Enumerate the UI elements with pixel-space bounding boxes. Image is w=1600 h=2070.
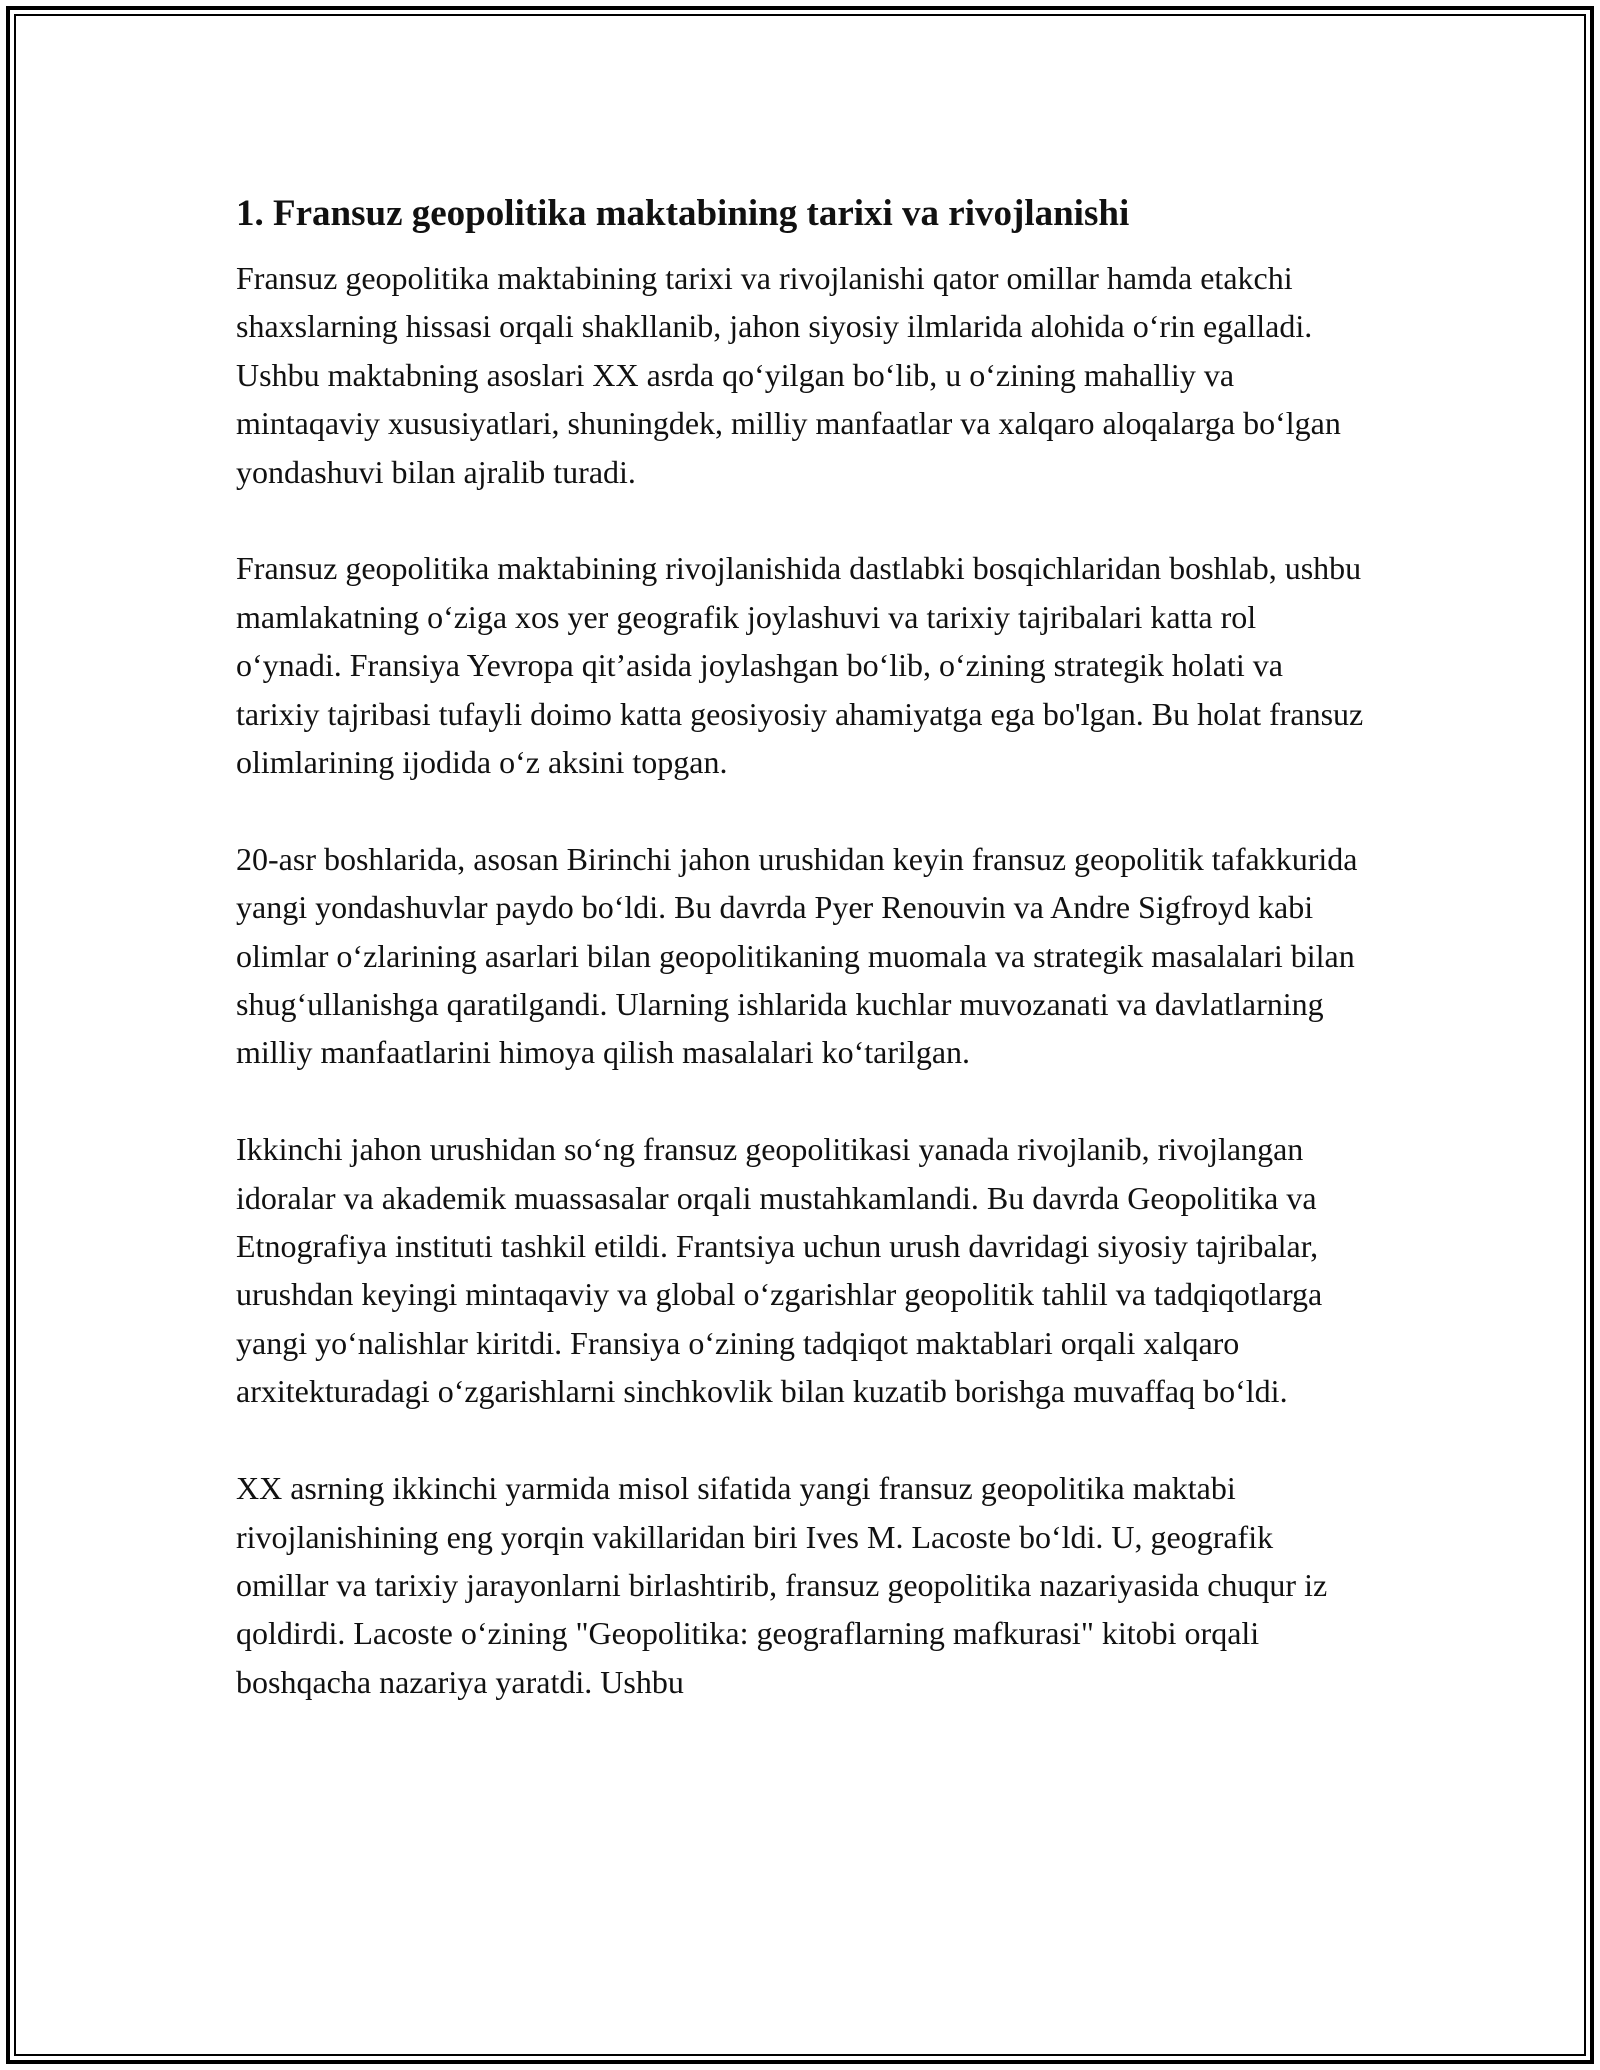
- paragraph: XX asrning ikkinchi yarmida misol sifatida yangi fransuz geopolitika maktabi rivojlanishining eng yorqin vakillaridan biri Ives M. Lacoste bo‘ldi. U, geografik omillar va tarixiy jarayonlarni birlashtirib, fransuz geopolitika nazariyasida chuqur iz qoldirdi. Lacoste o‘zining "Geopolitika: geograflarning mafkurasi" kitobi orqali boshqacha nazariya yaratdi. Ushbu: [236, 1470, 1328, 1700]
- paragraph: Ikkinchi jahon urushidan so‘ng fransuz geopolitikasi yanada rivojlanib, rivojlangan idoralar va akademik muassasalar orqali mustahkamlandi. Bu davrda Geopolitika va Etnografiya instituti tashkil etildi. Frantsiya uchun urush davridagi siyosiy tajribalar, urushdan keyingi mintaqaviy va global o‘zgarishlar geopolitik tahlil va tadqiqotlarga yangi yo‘nalishlar kiritdi. Fransiya o‘zining tadqiqot maktablari orqali xalqaro arxitekturadagi o‘zgarishlarni sinchkovlik bilan kuzatib borishga muvaffaq bo‘ldi.: [236, 1131, 1323, 1410]
- paragraph: Fransuz geopolitika maktabining tarixi va rivojlanishi qator omillar hamda etakchi shaxslarning hissasi orqali shakllanib, jahon siyosiy ilmlarida alohida o‘rin egalladi. Ushbu maktabning asoslari XX asrda qo‘yilgan bo‘lib, u o‘zining mahalliy va mintaqaviy xususiyatlari, shuningdek, milliy manfaatlar va xalqaro aloqalarga bo‘lgan yondashuvi bilan ajralib turadi.: [236, 260, 1341, 490]
- section-heading: 1. Fransuz geopolitika maktabining tarixi va rivojlanishi: [236, 193, 1130, 234]
- paragraph: Fransuz geopolitika maktabining rivojlanishida dastlabki bosqichlaridan boshlab, ushbu mamlakatning o‘ziga xos yer geografik joylashuvi va tarixiy tajribalari katta rol o‘ynadi. Fransiya Yevropa qit’asida joylashgan bo‘lib, o‘zining strategik holati va tarixiy tajribasi tufayli doimo katta geosiyosiy ahamiyatga ega bo'lgan. Bu holat fransuz olimlarining ijodida o‘z aksini topgan.: [236, 550, 1364, 781]
- paragraph: 20-asr boshlarida, asosan Birinchi jahon urushidan keyin fransuz geopolitik tafakkurida yangi yondashuvlar paydo bo‘ldi. Bu davrda Pyer Renouvin va Andre Sigfroyd kabi olimlar o‘zlarining asarlari bilan geopolitikaning muomala va strategik masalalari bilan shug‘ullanishga qaratilgandi. Ularning ishlarida kuchlar muvozanati va davlatlarning milliy manfaatlarini himoya qilish masalalari ko‘tarilgan.: [236, 840, 1358, 1071]
- document-content: [236, 186, 1366, 1706]
